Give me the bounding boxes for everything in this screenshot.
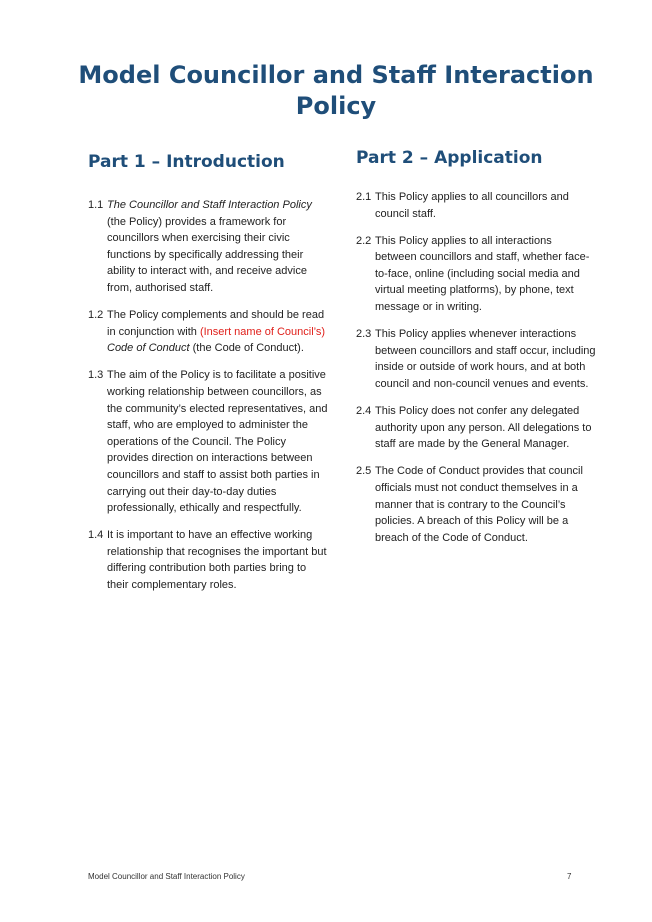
item-number: 1.4	[88, 529, 104, 542]
part2-section	[356, 148, 596, 557]
item-text: (the Policy) provides a framework for councillors when exercising their civic functions by specifically addressing their ability to interact with, and receive advice from, authorised staff.	[107, 215, 307, 294]
item-number: 2.2	[356, 234, 372, 247]
item-number: 1.3	[88, 369, 104, 382]
list-item	[356, 463, 596, 546]
list-item	[356, 403, 596, 453]
item-text: It is important to have an effective working relationship that recognises the important but differing contribution both parties bring to their complementary roles.	[107, 529, 327, 591]
item-text: The aim of the Policy is to facilitate a positive working relationship between councillors, as the community’s elected representatives, and staff, who are employed to administer the operations of the Council. The Policy provides direction on interactions between councillors and staff to assist both parties in carrying out their day-to-day duties professionally, ethically and respectfully.	[107, 369, 328, 515]
code-of-conduct-ref: Code of Conduct	[107, 342, 190, 355]
item-text: This Policy applies whenever interactions between councillors and staff occur, including inside or outside of work hours, and at both council and non-council venues and events.	[375, 328, 596, 390]
page-number: 7	[567, 872, 572, 881]
item-text: This Policy does not confer any delegated authority upon any person. All delegations to staff are made by the General Manager.	[375, 405, 592, 451]
part2-heading: Part 2 – Application	[356, 148, 543, 168]
item-number: 2.5	[356, 465, 372, 478]
item-text: This Policy applies to all councillors and council staff.	[375, 191, 569, 220]
list-item	[88, 367, 328, 516]
item-text: The Policy complements and should be read in conjunction with	[107, 309, 325, 338]
list-item	[88, 527, 328, 593]
policy-name: The Councillor and Staff Interaction Policy	[107, 199, 312, 211]
list-item	[356, 233, 596, 316]
list-item	[88, 197, 328, 297]
item-number: 1.1	[88, 199, 104, 211]
list-item	[88, 307, 328, 357]
document-title: Model Councillor and Staff Interaction Policy	[78, 61, 594, 120]
item-text: This Policy applies to all interactions between councillors and staff, whether face-to-face, online (including social media and virtual meeting platforms), by phone, text message or in writing.	[375, 234, 590, 314]
item-number: 1.2	[88, 309, 104, 322]
list-item	[356, 189, 596, 222]
item-number: 2.1	[356, 191, 372, 203]
list-item	[356, 326, 596, 392]
footer-title: Model Councillor and Staff Interaction Policy	[88, 872, 245, 881]
item-number: 2.4	[356, 405, 372, 418]
item-text: (the Code of Conduct).	[189, 342, 304, 355]
part1-heading: Part 1 – Introduction	[88, 152, 285, 172]
council-name-placeholder: (Insert name of Council’s)	[199, 325, 326, 338]
item-number: 2.3	[356, 328, 372, 341]
part1-section	[88, 148, 328, 604]
item-text: The Code of Conduct provides that council officials must not conduct themselves in a manner that is contrary to the Council’s policies. A breach of this Policy will be a breach of the Code of Conduct.	[375, 465, 583, 544]
